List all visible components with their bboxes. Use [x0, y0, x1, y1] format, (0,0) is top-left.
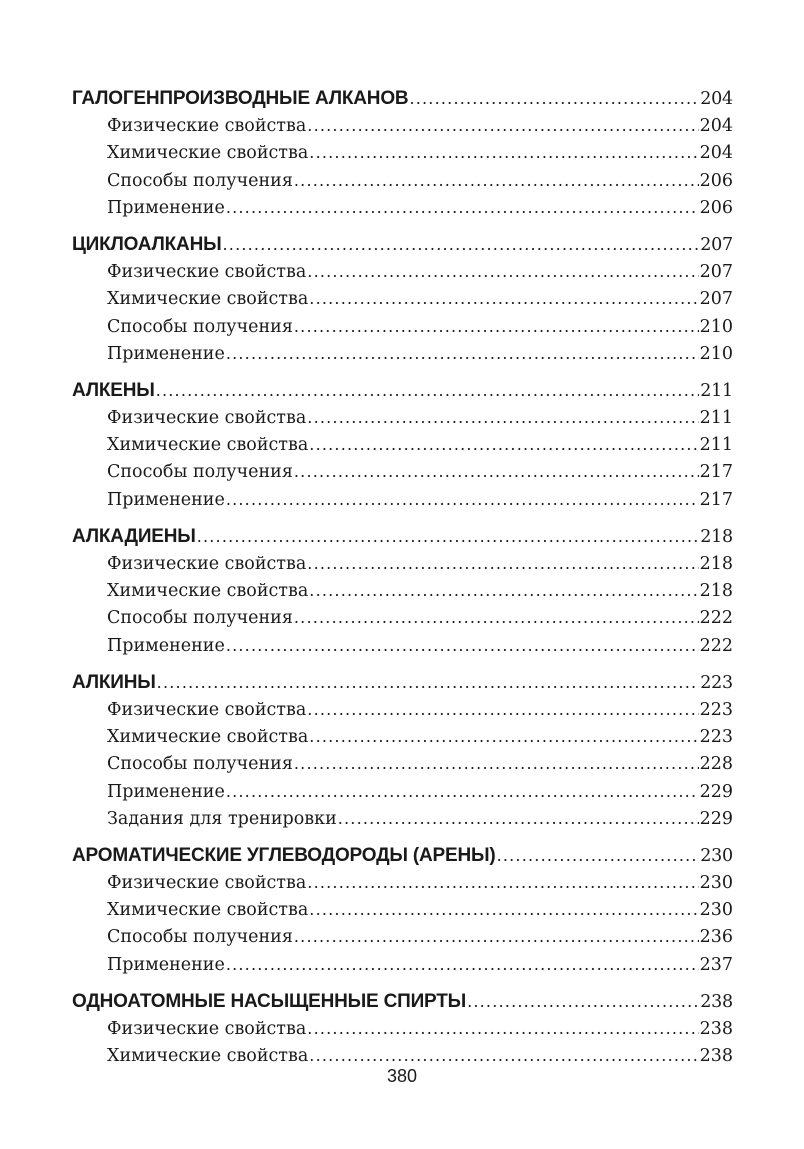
toc-entry-label: Применение: [107, 954, 225, 975]
toc-entry[interactable]: [72, 577, 733, 604]
toc-heading-page: 211: [700, 380, 733, 401]
toc-heading[interactable]: [72, 842, 733, 869]
toc-entry-label: Химические свойства: [107, 727, 309, 748]
toc-entry-page: 228: [699, 754, 733, 775]
toc-heading-page: 218: [700, 526, 733, 547]
toc-heading-page: 207: [700, 234, 733, 255]
toc-entry-label: Способы получения: [107, 754, 293, 775]
toc-heading-page: 223: [700, 672, 733, 693]
toc-heading[interactable]: [72, 523, 733, 550]
toc-entry-label: Применение: [107, 343, 225, 364]
toc-heading[interactable]: [72, 231, 733, 258]
dot-leader: [338, 805, 699, 832]
toc-entry-page: 223: [699, 727, 733, 748]
dot-leader: [226, 486, 699, 513]
toc-entry[interactable]: [72, 258, 733, 285]
toc-heading-label: ГАЛОГЕНПРОИЗВОДНЫЕ АЛКАНОВ: [72, 88, 409, 109]
toc-entry-label: Применение: [107, 489, 225, 510]
toc-entry-label: Физические свойства: [107, 699, 307, 720]
toc-entry[interactable]: [72, 285, 733, 312]
dot-leader: [309, 577, 698, 604]
toc-entry-label: Физические свойства: [107, 262, 307, 283]
toc-entry-page: 217: [699, 489, 733, 510]
toc-entry-label: Физические свойства: [107, 554, 307, 574]
dot-leader: [294, 750, 699, 777]
toc-entry-label: Физические свойства: [107, 1019, 307, 1039]
toc-entry-label: Способы получения: [107, 608, 293, 629]
toc-entry-page: 206: [699, 170, 733, 191]
dot-leader: [226, 340, 699, 367]
toc-entry-label: Физические свойства: [107, 873, 307, 894]
dot-leader: [226, 194, 699, 221]
dot-leader: [294, 604, 699, 631]
toc-section: [72, 842, 733, 978]
toc-entry[interactable]: [72, 313, 733, 340]
dot-leader: [307, 404, 698, 431]
dot-leader: [309, 723, 698, 750]
toc-section: [72, 669, 733, 832]
toc-entry-page: 222: [699, 635, 733, 656]
toc-entry-page: 218: [699, 581, 733, 602]
toc-entry-label: Способы получения: [107, 170, 293, 191]
toc-entry-label: Химические свойства: [107, 435, 309, 456]
toc-entry[interactable]: [72, 167, 733, 194]
dot-leader: [226, 778, 699, 805]
dot-leader: [307, 112, 698, 139]
toc-entry-label: Химические свойства: [107, 1046, 309, 1067]
dot-leader: [226, 632, 699, 659]
toc-entry[interactable]: [72, 778, 733, 805]
toc-entry-label: Физические свойства: [107, 408, 307, 429]
toc-heading-label: АЛКЕНЫ: [72, 379, 155, 401]
dot-leader: [197, 523, 699, 550]
toc-entry[interactable]: [72, 404, 733, 431]
toc-entry[interactable]: [72, 923, 733, 950]
dot-leader: [307, 550, 698, 577]
toc-entry-page: 236: [699, 927, 733, 948]
toc-entry[interactable]: [72, 632, 733, 659]
toc-entry[interactable]: [72, 750, 733, 777]
toc-section: [72, 523, 733, 659]
toc-entry[interactable]: [72, 604, 733, 631]
toc-entry-label: Химические свойства: [107, 900, 309, 921]
toc-heading[interactable]: [72, 669, 733, 696]
toc-heading-page: 238: [700, 991, 733, 1012]
toc-heading-page: 230: [700, 845, 733, 866]
toc-entry[interactable]: [72, 486, 733, 513]
toc-heading-label: ЦИКЛОАЛКАНЫ: [72, 233, 222, 255]
toc-entry[interactable]: [72, 550, 733, 577]
toc-heading[interactable]: [72, 377, 733, 404]
dot-leader: [294, 313, 699, 340]
dot-leader: [226, 951, 699, 978]
dot-leader: [294, 923, 699, 950]
toc-entry-label: Физические свойства: [107, 116, 307, 137]
toc-heading[interactable]: [72, 988, 733, 1015]
dot-leader: [497, 842, 700, 869]
toc-entry-page: 206: [699, 197, 733, 218]
dot-leader: [294, 458, 699, 485]
toc-entry-label: Способы получения: [107, 316, 293, 337]
dot-leader: [307, 696, 698, 723]
toc-entry-page: 217: [699, 462, 733, 483]
toc-entry[interactable]: [72, 869, 733, 896]
toc-entry-label: Применение: [107, 197, 225, 218]
toc-entry[interactable]: [72, 458, 733, 485]
toc-entry-page: 207: [699, 262, 733, 283]
toc-entry-page: 211: [699, 435, 733, 456]
dot-leader: [223, 231, 700, 258]
toc-entry-page: 204: [699, 143, 733, 164]
toc-entry-page: 223: [699, 699, 733, 720]
toc-entry[interactable]: [72, 896, 733, 923]
toc-entry[interactable]: [72, 194, 733, 221]
toc-entry-label: Применение: [107, 635, 225, 656]
toc-entry-page: 218: [699, 554, 733, 574]
toc-section: [72, 231, 733, 367]
toc-entry[interactable]: [72, 805, 733, 832]
dot-leader: [309, 896, 698, 923]
dot-leader: [307, 258, 698, 285]
toc-heading-label: АЛКАДИЕНЫ: [72, 525, 196, 547]
toc-section: [72, 377, 733, 513]
dot-leader: [409, 85, 699, 112]
dot-leader: [467, 988, 699, 1015]
toc-entry-page: 204: [699, 116, 733, 137]
toc-entry-page: 211: [699, 408, 733, 429]
toc-entry[interactable]: [72, 112, 733, 139]
toc-heading-label: АРОМАТИЧЕСКИЕ УГЛЕВОДОРОДЫ (АРЕНЫ): [72, 844, 496, 866]
toc-heading-page: 204: [700, 89, 733, 109]
toc-entry-page: 230: [699, 900, 733, 921]
toc-entry-label: Химические свойства: [107, 289, 309, 310]
table-of-contents: [72, 85, 733, 1079]
dot-leader: [307, 869, 698, 896]
dot-leader: [157, 669, 700, 696]
toc-entry-page: 229: [699, 808, 733, 829]
toc-entry[interactable]: [72, 1015, 733, 1042]
toc-section: [72, 988, 733, 1070]
toc-entry[interactable]: [72, 696, 733, 723]
toc-entry-page: 230: [699, 873, 733, 894]
toc-entry-label: Способы получения: [107, 462, 293, 483]
toc-entry-page: 222: [699, 608, 733, 629]
toc-entry[interactable]: [72, 340, 733, 367]
toc-entry-label: Способы получения: [107, 927, 293, 948]
toc-entry-page: 210: [699, 343, 733, 364]
toc-section: [72, 85, 733, 221]
toc-entry-label: Задания для тренировки: [107, 808, 337, 829]
dot-leader: [156, 377, 700, 404]
toc-entry-label: Применение: [107, 781, 225, 802]
toc-entry-page: 237: [699, 954, 733, 975]
toc-entry-page: 238: [699, 1019, 733, 1039]
dot-leader: [294, 167, 699, 194]
toc-entry[interactable]: [72, 139, 733, 166]
toc-entry-label: Химические свойства: [107, 143, 309, 164]
toc-entry-page: 210: [699, 316, 733, 337]
toc-heading-label: АЛКИНЫ: [72, 671, 156, 693]
toc-entry-label: Химические свойства: [107, 581, 309, 602]
page-number: 380: [386, 1066, 418, 1086]
toc-heading[interactable]: [72, 85, 733, 112]
toc-entry-page: 238: [699, 1046, 733, 1067]
toc-entry[interactable]: [72, 431, 733, 458]
toc-entry-page: 207: [699, 289, 733, 310]
dot-leader: [309, 431, 698, 458]
toc-entry[interactable]: [72, 723, 733, 750]
toc-entry[interactable]: [72, 951, 733, 978]
dot-leader: [309, 139, 698, 166]
toc-heading-label: ОДНОАТОМНЫЕ НАСЫЩЕННЫЕ СПИРТЫ: [72, 990, 467, 1012]
dot-leader: [309, 285, 698, 312]
toc-entry-page: 229: [699, 781, 733, 802]
dot-leader: [307, 1015, 698, 1042]
